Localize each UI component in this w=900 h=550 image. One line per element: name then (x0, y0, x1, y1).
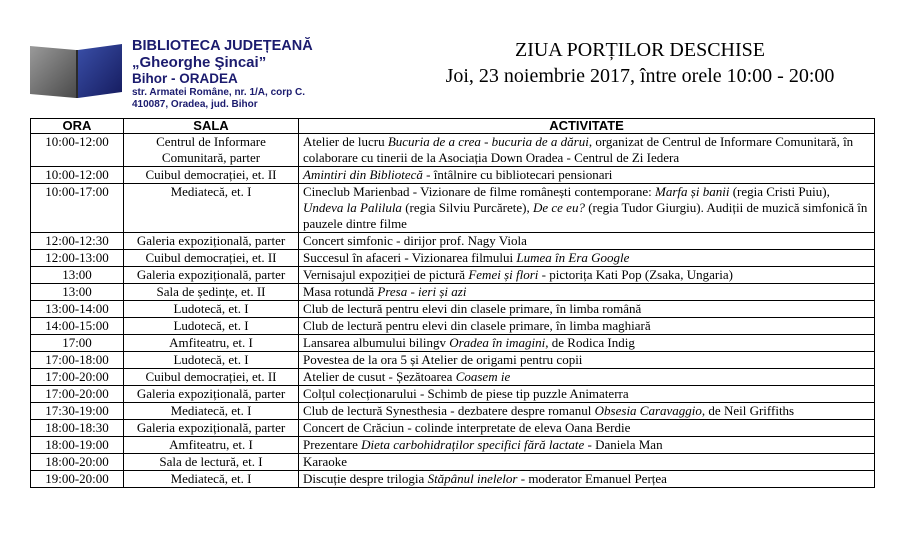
sala-line: Ludotecă, et. I (173, 318, 249, 333)
table-row (31, 167, 875, 184)
cell-sala (124, 267, 299, 284)
sala-line: Mediatecă, et. I (170, 184, 252, 199)
activity-segment: Amintiri din Bibliotecă (303, 167, 423, 182)
table-row (31, 250, 875, 267)
activity-segment: - moderator Emanuel Perțea (517, 471, 667, 486)
cell-ora: 13:00 (31, 284, 124, 301)
cell-activitate (299, 184, 875, 233)
sala-line: Galeria expozițională, parter (136, 420, 286, 435)
cell-sala (124, 454, 299, 471)
cell-sala (124, 301, 299, 318)
cell-ora: 19:00-20:00 (31, 471, 124, 488)
activity-segment: Marfa și banii (655, 184, 730, 199)
cell-sala (124, 386, 299, 403)
table-row (31, 454, 875, 471)
activity-segment: Presa - ieri și azi (377, 284, 467, 299)
sala-line: Centrul de Informare (156, 134, 266, 149)
table-row (31, 184, 875, 233)
cell-ora: 17:00-20:00 (31, 386, 124, 403)
activity-segment: (regia Tudor Giurgiu). Audiții de muzică simfonică în pauzele dintre filme (303, 200, 868, 231)
org-street: str. Armatei Române, nr. 1/A, corp C. (132, 87, 306, 98)
cell-activitate (299, 335, 875, 352)
activity-segment: Discuție despre trilogia (303, 471, 428, 486)
activity-segment: Bucuria de a crea - bucuria de a dărui (387, 134, 589, 149)
table-row (31, 471, 875, 488)
activity-segment: Oradea în imagini (449, 335, 546, 350)
cell-ora: 17:00-20:00 (31, 369, 124, 386)
sala-line: Galeria expozițională, parter (136, 386, 286, 401)
activity-segment: (regia Silviu Purcărete), (401, 200, 533, 215)
header-activitate: ACTIVITATE (299, 119, 875, 134)
sala-line: Cuibul democrației, et. II (145, 369, 277, 384)
header-ora: ORA (31, 119, 124, 134)
activity-segment: Coasem ie (455, 369, 511, 384)
cell-activitate (299, 284, 875, 301)
sala-line: Galeria expozițională, parter (136, 267, 286, 282)
sala-line: Ludotecă, et. I (173, 301, 249, 316)
cell-ora: 10:00-12:00 (31, 167, 124, 184)
activity-segment: Femei și flori (468, 267, 539, 282)
table-row (31, 403, 875, 420)
cell-sala (124, 369, 299, 386)
activity-segment: Club de lectură pentru elevi din clasele primare, în limba maghiară (303, 318, 651, 333)
activity-segment: Cineclub Marienbad - Vizionare de filme românești contemporane: (303, 184, 656, 199)
table-row (31, 284, 875, 301)
cell-activitate (299, 403, 875, 420)
cell-activitate (299, 471, 875, 488)
cell-ora: 17:30-19:00 (31, 403, 124, 420)
sala-line: Sala de ședințe, et. II (156, 284, 266, 299)
cell-sala (124, 335, 299, 352)
activity-segment: Atelier de lucru (303, 134, 388, 149)
activity-segment: Povestea de la ora 5 și Atelier de origami pentru copii (303, 352, 583, 367)
activity-segment: , de Neil Griffiths (701, 403, 795, 418)
schedule-table (30, 118, 875, 488)
sala-line: Comunitară, parter (161, 150, 261, 165)
activity-segment: Dieta carbohidraților specifici fără lactate (361, 437, 585, 452)
table-row (31, 369, 875, 386)
org-name: BIBLIOTECA JUDEȚEANĂ (132, 38, 313, 54)
activity-segment: De ce eu? (532, 200, 585, 215)
cell-sala (124, 471, 299, 488)
cell-activitate (299, 301, 875, 318)
table-row (31, 233, 875, 250)
cell-activitate (299, 318, 875, 335)
cell-activitate (299, 369, 875, 386)
table-row (31, 386, 875, 403)
activity-segment: Vernisajul expoziției de pictură (303, 267, 469, 282)
sala-line: Galeria expozițională, parter (136, 233, 286, 248)
cell-ora: 18:00-19:00 (31, 437, 124, 454)
activity-segment: - întâlnire cu bibliotecari pensionari (422, 167, 613, 182)
table-row (31, 352, 875, 369)
cell-ora: 18:00-20:00 (31, 454, 124, 471)
sala-line: Cuibul democrației, et. II (145, 167, 277, 182)
activity-segment: (regia Cristi Puiu), (729, 184, 830, 199)
sala-line: Cuibul democrației, et. II (145, 250, 277, 265)
cell-ora: 12:00-13:00 (31, 250, 124, 267)
cell-ora: 12:00-12:30 (31, 233, 124, 250)
activity-segment: Undeva la Palilula (303, 200, 402, 215)
cell-activitate (299, 454, 875, 471)
cell-sala (124, 352, 299, 369)
activity-segment: Concert simfonic - dirijor prof. Nagy Viola (303, 233, 527, 248)
table-row (31, 335, 875, 352)
header-sala: SALA (124, 119, 299, 134)
sala-line: Amfiteatru, et. I (169, 335, 253, 350)
sala-line: Ludotecă, et. I (173, 352, 249, 367)
cell-activitate (299, 134, 875, 167)
cell-sala (124, 184, 299, 233)
activity-segment: Concert de Crăciun - colinde interpretate de eleva Oana Berdie (303, 420, 631, 435)
sala-line: Sala de lectură, et. I (159, 454, 263, 469)
sala-line: Mediatecă, et. I (170, 471, 252, 486)
event-heading (380, 38, 900, 90)
activity-segment: Lansarea albumului bilingv (303, 335, 450, 350)
activity-segment: Lumea în Era Google (516, 250, 630, 265)
library-book-logo (28, 40, 124, 102)
cell-ora: 17:00-18:00 (31, 352, 124, 369)
table-header-row (31, 119, 875, 134)
cell-ora: 10:00-17:00 (31, 184, 124, 233)
cell-ora: 13:00 (31, 267, 124, 284)
cell-activitate (299, 386, 875, 403)
activity-segment: Club de lectură pentru elevi din clasele primare, în limba română (303, 301, 642, 316)
cell-activitate (299, 267, 875, 284)
activity-segment: - Daniela Man (584, 437, 663, 452)
cell-ora: 10:00-12:00 (31, 134, 124, 167)
activity-segment: Stăpânul inelelor (427, 471, 518, 486)
cell-sala (124, 134, 299, 167)
cell-sala (124, 250, 299, 267)
cell-ora: 17:00 (31, 335, 124, 352)
org-location: Bihor - ORADEA (132, 71, 238, 86)
cell-sala (124, 167, 299, 184)
org-patron: „Gheorghe Şincai” (132, 54, 267, 71)
activity-segment: Atelier de cusut - Șezătoarea (303, 369, 456, 384)
org-postal: 410087, Oradea, jud. Bihor (132, 99, 258, 110)
cell-ora: 18:00-18:30 (31, 420, 124, 437)
event-date: Joi, 23 noiembrie 2017, între orele 10:00 - 20:00 (445, 65, 835, 87)
cell-activitate (299, 167, 875, 184)
cell-activitate (299, 352, 875, 369)
cell-sala (124, 403, 299, 420)
cell-activitate (299, 437, 875, 454)
activity-segment: Prezentare (303, 437, 362, 452)
cell-activitate (299, 233, 875, 250)
cell-ora: 14:00-15:00 (31, 318, 124, 335)
table-row (31, 134, 875, 167)
event-title: ZIUA PORȚILOR DESCHISE (514, 39, 765, 61)
cell-activitate (299, 250, 875, 267)
activity-segment: Karaoke (303, 454, 348, 469)
table-row (31, 420, 875, 437)
activity-segment: Succesul în afaceri - Vizionarea filmului (303, 250, 517, 265)
activity-segment: , de Rodica Indig (545, 335, 635, 350)
cell-sala (124, 233, 299, 250)
sala-line: Mediatecă, et. I (170, 403, 252, 418)
cell-activitate (299, 420, 875, 437)
activity-segment: - pictorița Kati Pop (Zsaka, Ungaria) (538, 267, 733, 282)
organization-block (132, 38, 313, 111)
schedule-body (31, 134, 875, 488)
sala-line: Amfiteatru, et. I (169, 437, 253, 452)
table-row (31, 318, 875, 335)
activity-segment: Club de lectură Synesthesia - dezbatere despre romanul (303, 403, 595, 418)
table-row (31, 437, 875, 454)
table-row (31, 267, 875, 284)
activity-segment: Colțul colecționarului - Schimb de piese tip puzzle Animaterra (303, 386, 629, 401)
activity-segment: Masa rotundă (303, 284, 378, 299)
cell-sala (124, 437, 299, 454)
activity-segment: Obsesia Caravaggio (594, 403, 702, 418)
cell-sala (124, 284, 299, 301)
cell-sala (124, 318, 299, 335)
cell-sala (124, 420, 299, 437)
activity-segment: , organizat de Centrul de Informare Comunitară, în colaborare cu tinerii de la Asociația Down Oradea - Centrul de Zi Iedera (303, 134, 854, 165)
cell-ora: 13:00-14:00 (31, 301, 124, 318)
table-row (31, 301, 875, 318)
